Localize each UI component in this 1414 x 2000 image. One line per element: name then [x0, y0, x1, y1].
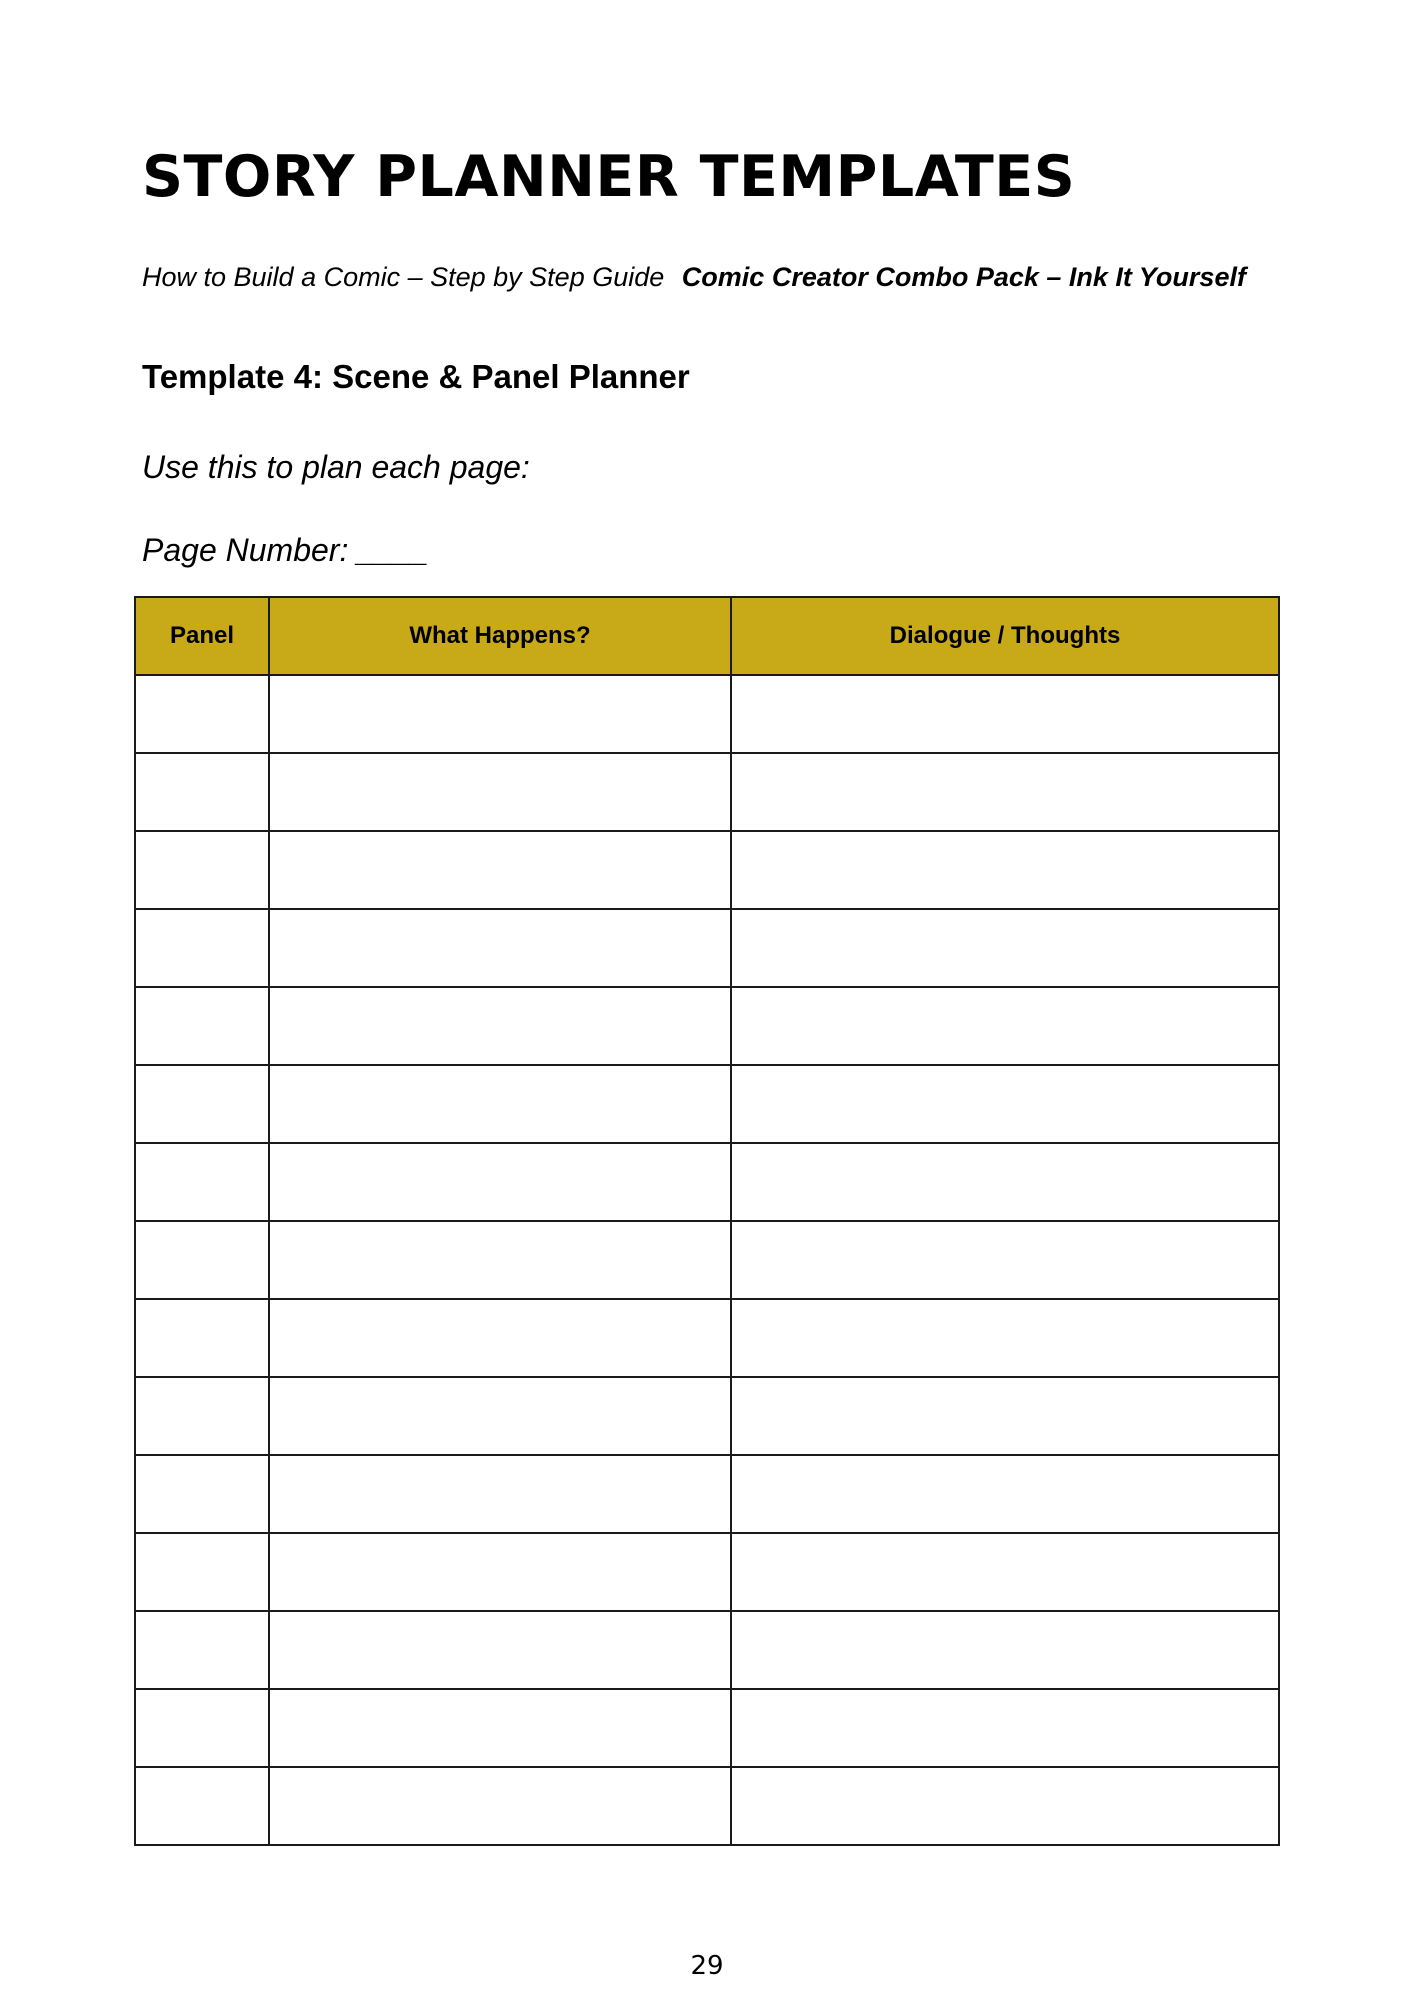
what-happens-cell [269, 1689, 731, 1767]
panel-cell [135, 1065, 269, 1143]
table-row [135, 1689, 1279, 1767]
dialogue-cell [731, 1611, 1279, 1689]
table-body [135, 675, 1279, 1845]
dialogue-cell [731, 1377, 1279, 1455]
table-row [135, 1611, 1279, 1689]
what-happens-cell [269, 1611, 731, 1689]
dialogue-cell [731, 987, 1279, 1065]
table-row [135, 1065, 1279, 1143]
what-happens-cell [269, 753, 731, 831]
page-title: STORY PLANNER TEMPLATES [142, 144, 1076, 210]
table-row [135, 1767, 1279, 1845]
panel-cell [135, 831, 269, 909]
dialogue-cell [731, 1533, 1279, 1611]
panel-cell [135, 1299, 269, 1377]
page-number-field: Page Number: ____ [142, 532, 429, 568]
section-heading: Template 4: Scene & Panel Planner [142, 358, 690, 395]
panel-cell [135, 1611, 269, 1689]
what-happens-cell [269, 1377, 731, 1455]
panel-cell [135, 1143, 269, 1221]
panel-planner-table [134, 596, 1280, 1846]
panel-cell [135, 675, 269, 753]
column-header-dialogue: Dialogue / Thoughts [731, 597, 1279, 675]
dialogue-cell [731, 831, 1279, 909]
dialogue-cell [731, 753, 1279, 831]
what-happens-cell [269, 1143, 731, 1221]
subtitle-guide: How to Build a Comic – Step by Step Guide [142, 262, 665, 292]
dialogue-cell [731, 1221, 1279, 1299]
instruction-text: Use this to plan each page: [142, 449, 530, 485]
what-happens-cell [269, 909, 731, 987]
table-row [135, 987, 1279, 1065]
what-happens-cell [269, 1299, 731, 1377]
panel-cell [135, 1221, 269, 1299]
what-happens-cell [269, 1533, 731, 1611]
table-row [135, 909, 1279, 987]
panel-cell [135, 1377, 269, 1455]
table-row [135, 1377, 1279, 1455]
table-row [135, 753, 1279, 831]
dialogue-cell [731, 1455, 1279, 1533]
what-happens-cell [269, 675, 731, 753]
panel-cell [135, 1767, 269, 1845]
footer-page-number: 29 [690, 1951, 724, 1981]
dialogue-cell [731, 1143, 1279, 1221]
dialogue-cell [731, 1065, 1279, 1143]
table-row [135, 1533, 1279, 1611]
table-row [135, 831, 1279, 909]
table-row [135, 1455, 1279, 1533]
table-row [135, 675, 1279, 753]
dialogue-cell [731, 909, 1279, 987]
subtitle-pack: Comic Creator Combo Pack – Ink It Yourself [681, 262, 1246, 292]
table-header-row [135, 597, 1279, 675]
panel-cell [135, 1455, 269, 1533]
panel-cell [135, 987, 269, 1065]
table-row [135, 1299, 1279, 1377]
panel-cell [135, 909, 269, 987]
column-header-panel: Panel [135, 597, 269, 675]
column-header-what-happens: What Happens? [269, 597, 731, 675]
dialogue-cell [731, 1767, 1279, 1845]
panel-cell [135, 1533, 269, 1611]
table-row [135, 1143, 1279, 1221]
dialogue-cell [731, 1299, 1279, 1377]
what-happens-cell [269, 831, 731, 909]
panel-cell [135, 753, 269, 831]
table-row [135, 1221, 1279, 1299]
what-happens-cell [269, 987, 731, 1065]
dialogue-cell [731, 1689, 1279, 1767]
subtitle [142, 260, 1246, 294]
what-happens-cell [269, 1455, 731, 1533]
dialogue-cell [731, 675, 1279, 753]
what-happens-cell [269, 1065, 731, 1143]
what-happens-cell [269, 1221, 731, 1299]
what-happens-cell [269, 1767, 731, 1845]
panel-cell [135, 1689, 269, 1767]
